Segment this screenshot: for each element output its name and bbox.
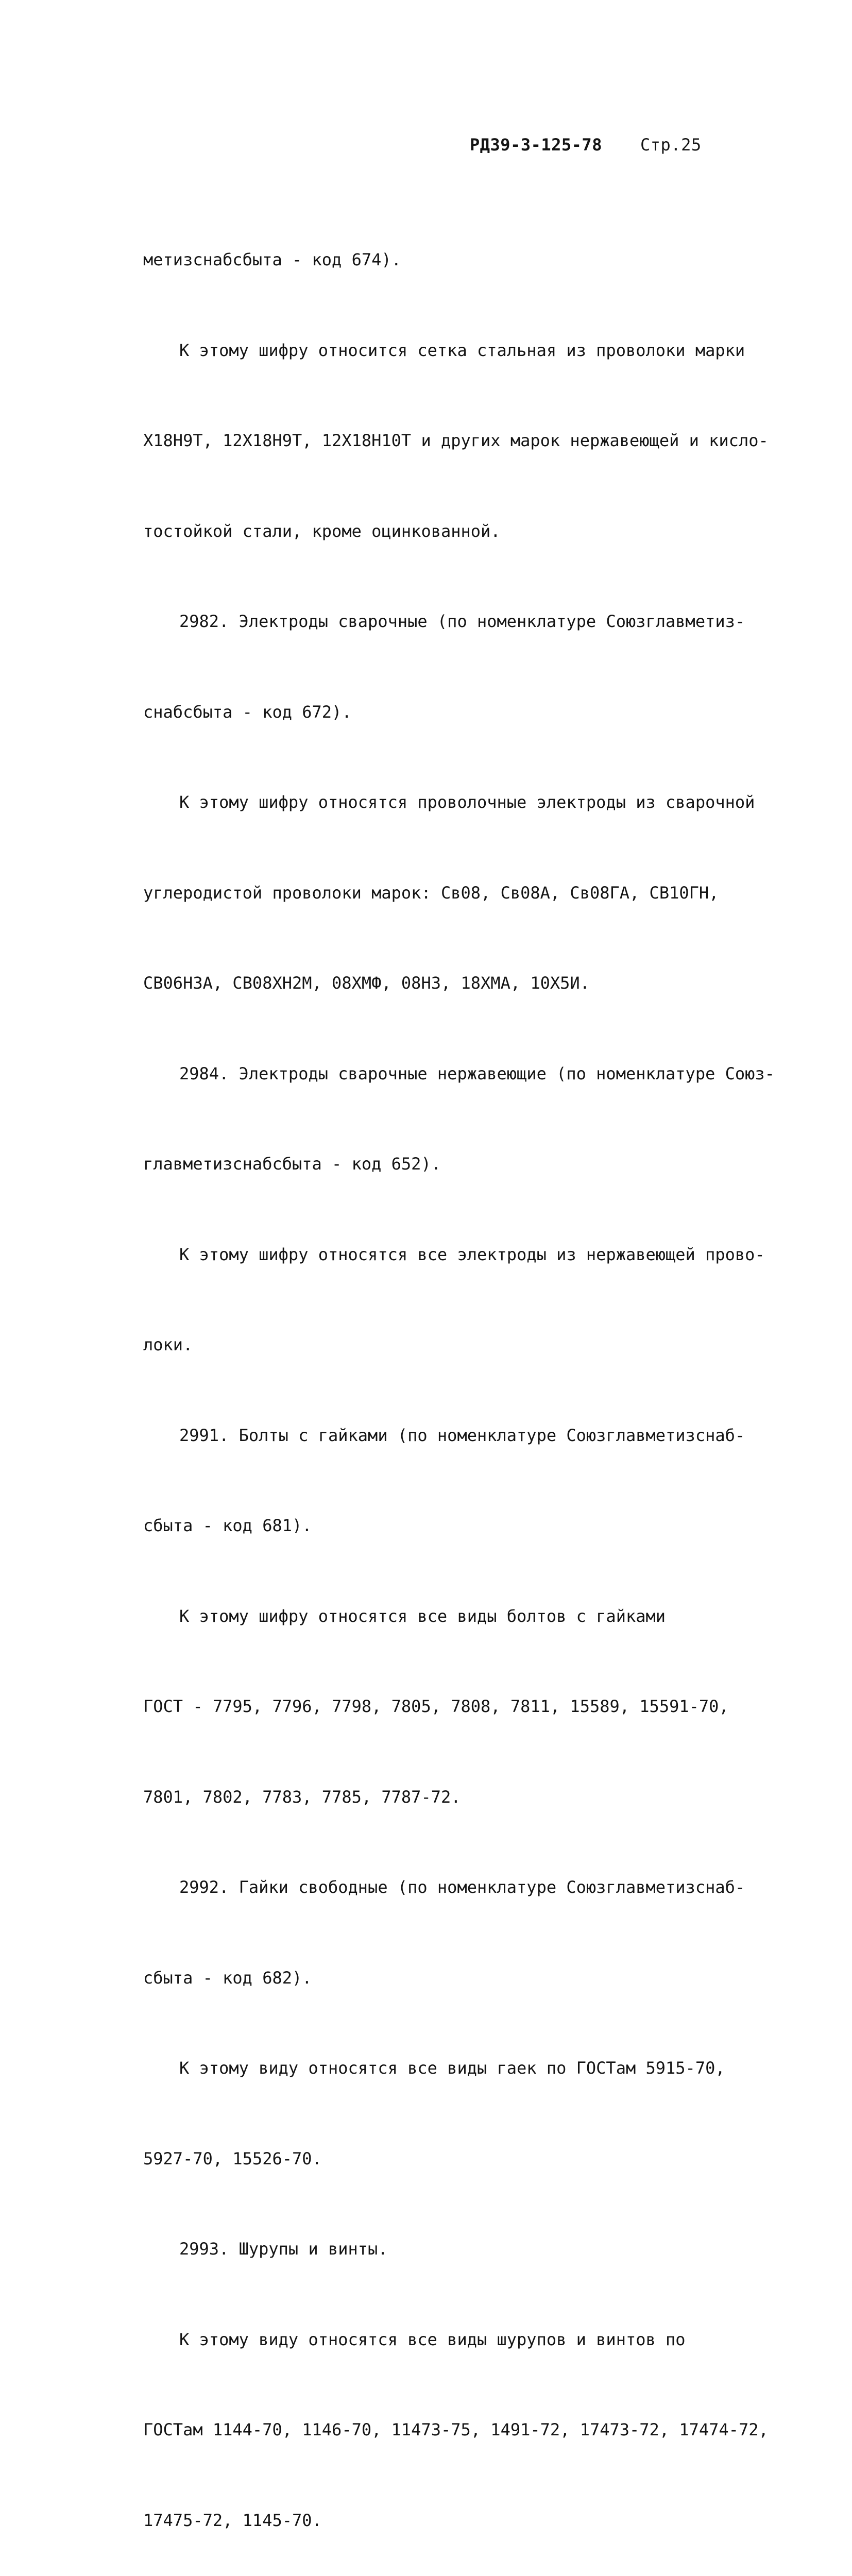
text-line: 2993. Шурупы и винты.: [179, 2239, 388, 2259]
text-line: К этому шифру относятся все виды болтов с гайками: [179, 1606, 666, 1626]
text-line: Х18Н9Т, 12Х18Н9Т, 12Х18Н10Т и других марок нержавеющей и кисло-: [143, 431, 769, 450]
text-line: К этому виду относятся все виды гаек по ГОСТам 5915-70,: [179, 2058, 725, 2078]
text-line: сбыта - код 681).: [143, 1516, 312, 1535]
page-number: Стр.25: [640, 135, 702, 155]
text-line: 2984. Электроды сварочные нержавеющие (по номенклатуре Союз-: [179, 1063, 775, 1083]
page-header: [0, 135, 852, 161]
text-line: 7801, 7802, 7783, 7785, 7787-72.: [143, 1787, 461, 1807]
text-line: 2982. Электроды сварочные (по номенклатуре Союзглавметиз-: [179, 612, 745, 631]
text-line: главметизснабсбыта - код 652).: [143, 1154, 441, 1174]
text-line: снабсбыта - код 672).: [143, 702, 352, 722]
text-line: сбыта - код 682).: [143, 1968, 312, 1988]
text-line: углеродистой проволоки марок: Св08, Св08А, Св08ГА, СВ10ГН,: [143, 883, 719, 903]
text-line: тостойкой стали, кроме оцинкованной.: [143, 521, 501, 541]
text-line: 17475-72, 1145-70.: [143, 2510, 322, 2530]
text-line: ГОСТам 1144-70, 1146-70, 11473-75, 1491-72, 17473-72, 17474-72,: [143, 2420, 769, 2439]
document-body: [143, 184, 775, 2576]
document-code: РД39-3-125-78: [470, 135, 602, 155]
text-line: 5927-70, 15526-70.: [143, 2148, 322, 2168]
text-line: К этому шифру относится сетка стальная из проволоки марки: [179, 340, 745, 360]
text-line: К этому виду относятся все виды шурупов и винтов по: [179, 2329, 686, 2349]
text-line: К этому шифру относятся проволочные электроды из сварочной: [179, 792, 755, 812]
text-line: К этому шифру относятся все электроды из нержавеющей прово-: [179, 1244, 765, 1264]
text-line: ГОСТ - 7795, 7796, 7798, 7805, 7808, 7811, 15589, 15591-70,: [143, 1697, 729, 1716]
text-line: 2992. Гайки свободные (по номенклатуре Союзглавметизснаб-: [179, 1877, 745, 1897]
text-line: СВ06Н3А, СВ08ХН2М, 08ХМФ, 08Н3, 18ХМА, 10Х5И.: [143, 973, 590, 993]
text-line: метизснабсбыта - код 674).: [143, 250, 401, 269]
text-line: 2991. Болты с гайками (по номенклатуре Союзглавметизснаб-: [179, 1425, 745, 1445]
text-line: локи.: [143, 1335, 193, 1354]
